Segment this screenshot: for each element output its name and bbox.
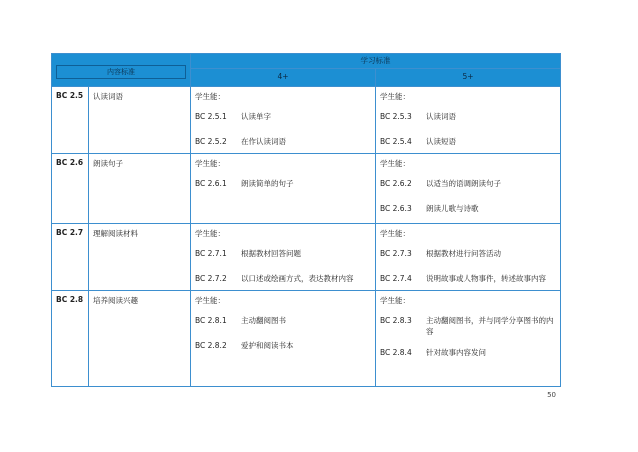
item-code: BC 2.7.1	[195, 249, 227, 258]
table-row	[52, 224, 561, 291]
item-text: 以适当的语调朗读句子	[426, 179, 501, 188]
item-text: 朗读儿歌与诗歌	[426, 204, 479, 213]
item-text: 朗读简单的句子	[241, 179, 294, 188]
item-text: 认读短语	[426, 137, 456, 146]
standard-title: 朗读句子	[89, 154, 191, 224]
level-4-header: 4+	[191, 69, 376, 87]
list-item	[195, 273, 371, 284]
can-label: 学生能：	[380, 92, 410, 101]
item-code: BC 2.5.4	[380, 137, 412, 146]
standard-title: 理解阅读材料	[89, 224, 191, 291]
table-row	[52, 291, 561, 387]
level-4-cell	[191, 291, 376, 387]
content-standard-label: 内容标准	[56, 65, 186, 79]
level-4-cell	[191, 224, 376, 291]
learning-standard-header: 学习标准	[191, 54, 561, 69]
can-label: 学生能：	[195, 229, 225, 238]
list-item	[380, 178, 556, 189]
level-5-cell	[376, 154, 561, 224]
standard-title: 认读词语	[89, 87, 191, 154]
item-code: BC 2.6.3	[380, 204, 412, 213]
item-code: BC 2.5.2	[195, 137, 227, 146]
standard-code: BC 2.5	[52, 87, 89, 154]
level-5-cell	[376, 291, 561, 387]
list-item	[195, 248, 371, 259]
list-item	[380, 315, 556, 337]
list-item	[195, 111, 371, 122]
standard-code: BC 2.7	[52, 224, 89, 291]
can-label: 学生能：	[380, 159, 410, 168]
item-code: BC 2.5.3	[380, 112, 412, 121]
item-text: 说明故事或人物事件，转述故事内容	[426, 274, 546, 283]
item-text: 认读单字	[241, 112, 271, 121]
page-number: 50	[547, 391, 556, 399]
item-code: BC 2.7.2	[195, 274, 227, 283]
item-text: 根据教材进行问答活动	[426, 249, 501, 258]
can-label: 学生能：	[195, 296, 225, 305]
item-code: BC 2.8.1	[195, 316, 227, 325]
list-item	[380, 136, 556, 147]
item-code: BC 2.6.2	[380, 179, 412, 188]
item-text: 主动翻阅图书，并与同学分享图书的内容	[426, 316, 554, 336]
list-item	[380, 111, 556, 122]
can-label: 学生能：	[195, 92, 225, 101]
level-5-cell	[376, 87, 561, 154]
standard-title: 培养阅读兴趣	[89, 291, 191, 387]
item-text: 在作认读词语	[241, 137, 286, 146]
can-label: 学生能：	[195, 159, 225, 168]
standards-table	[51, 53, 561, 387]
item-code: BC 2.7.4	[380, 274, 412, 283]
standard-code: BC 2.8	[52, 291, 89, 387]
item-code: BC 2.8.4	[380, 348, 412, 357]
level-4-cell	[191, 154, 376, 224]
item-code: BC 2.5.1	[195, 112, 227, 121]
level-4-cell	[191, 87, 376, 154]
list-item	[195, 136, 371, 147]
list-item	[380, 203, 556, 214]
table-row	[52, 87, 561, 154]
item-text: 针对故事内容发问	[426, 348, 486, 357]
item-code: BC 2.8.3	[380, 316, 412, 325]
standard-code: BC 2.6	[52, 154, 89, 224]
item-text: 主动翻阅图书	[241, 316, 286, 325]
item-text: 以口述或绘画方式，表达教材内容	[241, 274, 354, 283]
list-item	[195, 315, 371, 326]
can-label: 学生能：	[380, 229, 410, 238]
item-text: 认读词语	[426, 112, 456, 121]
can-label: 学生能：	[380, 296, 410, 305]
item-code: BC 2.7.3	[380, 249, 412, 258]
table-row	[52, 154, 561, 224]
list-item	[195, 340, 371, 351]
level-5-header: 5+	[376, 69, 561, 87]
list-item	[380, 347, 556, 358]
list-item	[380, 273, 556, 284]
level-5-cell	[376, 224, 561, 291]
item-text: 根据教材回答问题	[241, 249, 301, 258]
list-item	[195, 178, 371, 189]
item-code: BC 2.8.2	[195, 341, 227, 350]
list-item	[380, 248, 556, 259]
item-code: BC 2.6.1	[195, 179, 227, 188]
item-text: 爱护和阅读书本	[241, 341, 294, 350]
content-standard-header	[52, 54, 191, 87]
